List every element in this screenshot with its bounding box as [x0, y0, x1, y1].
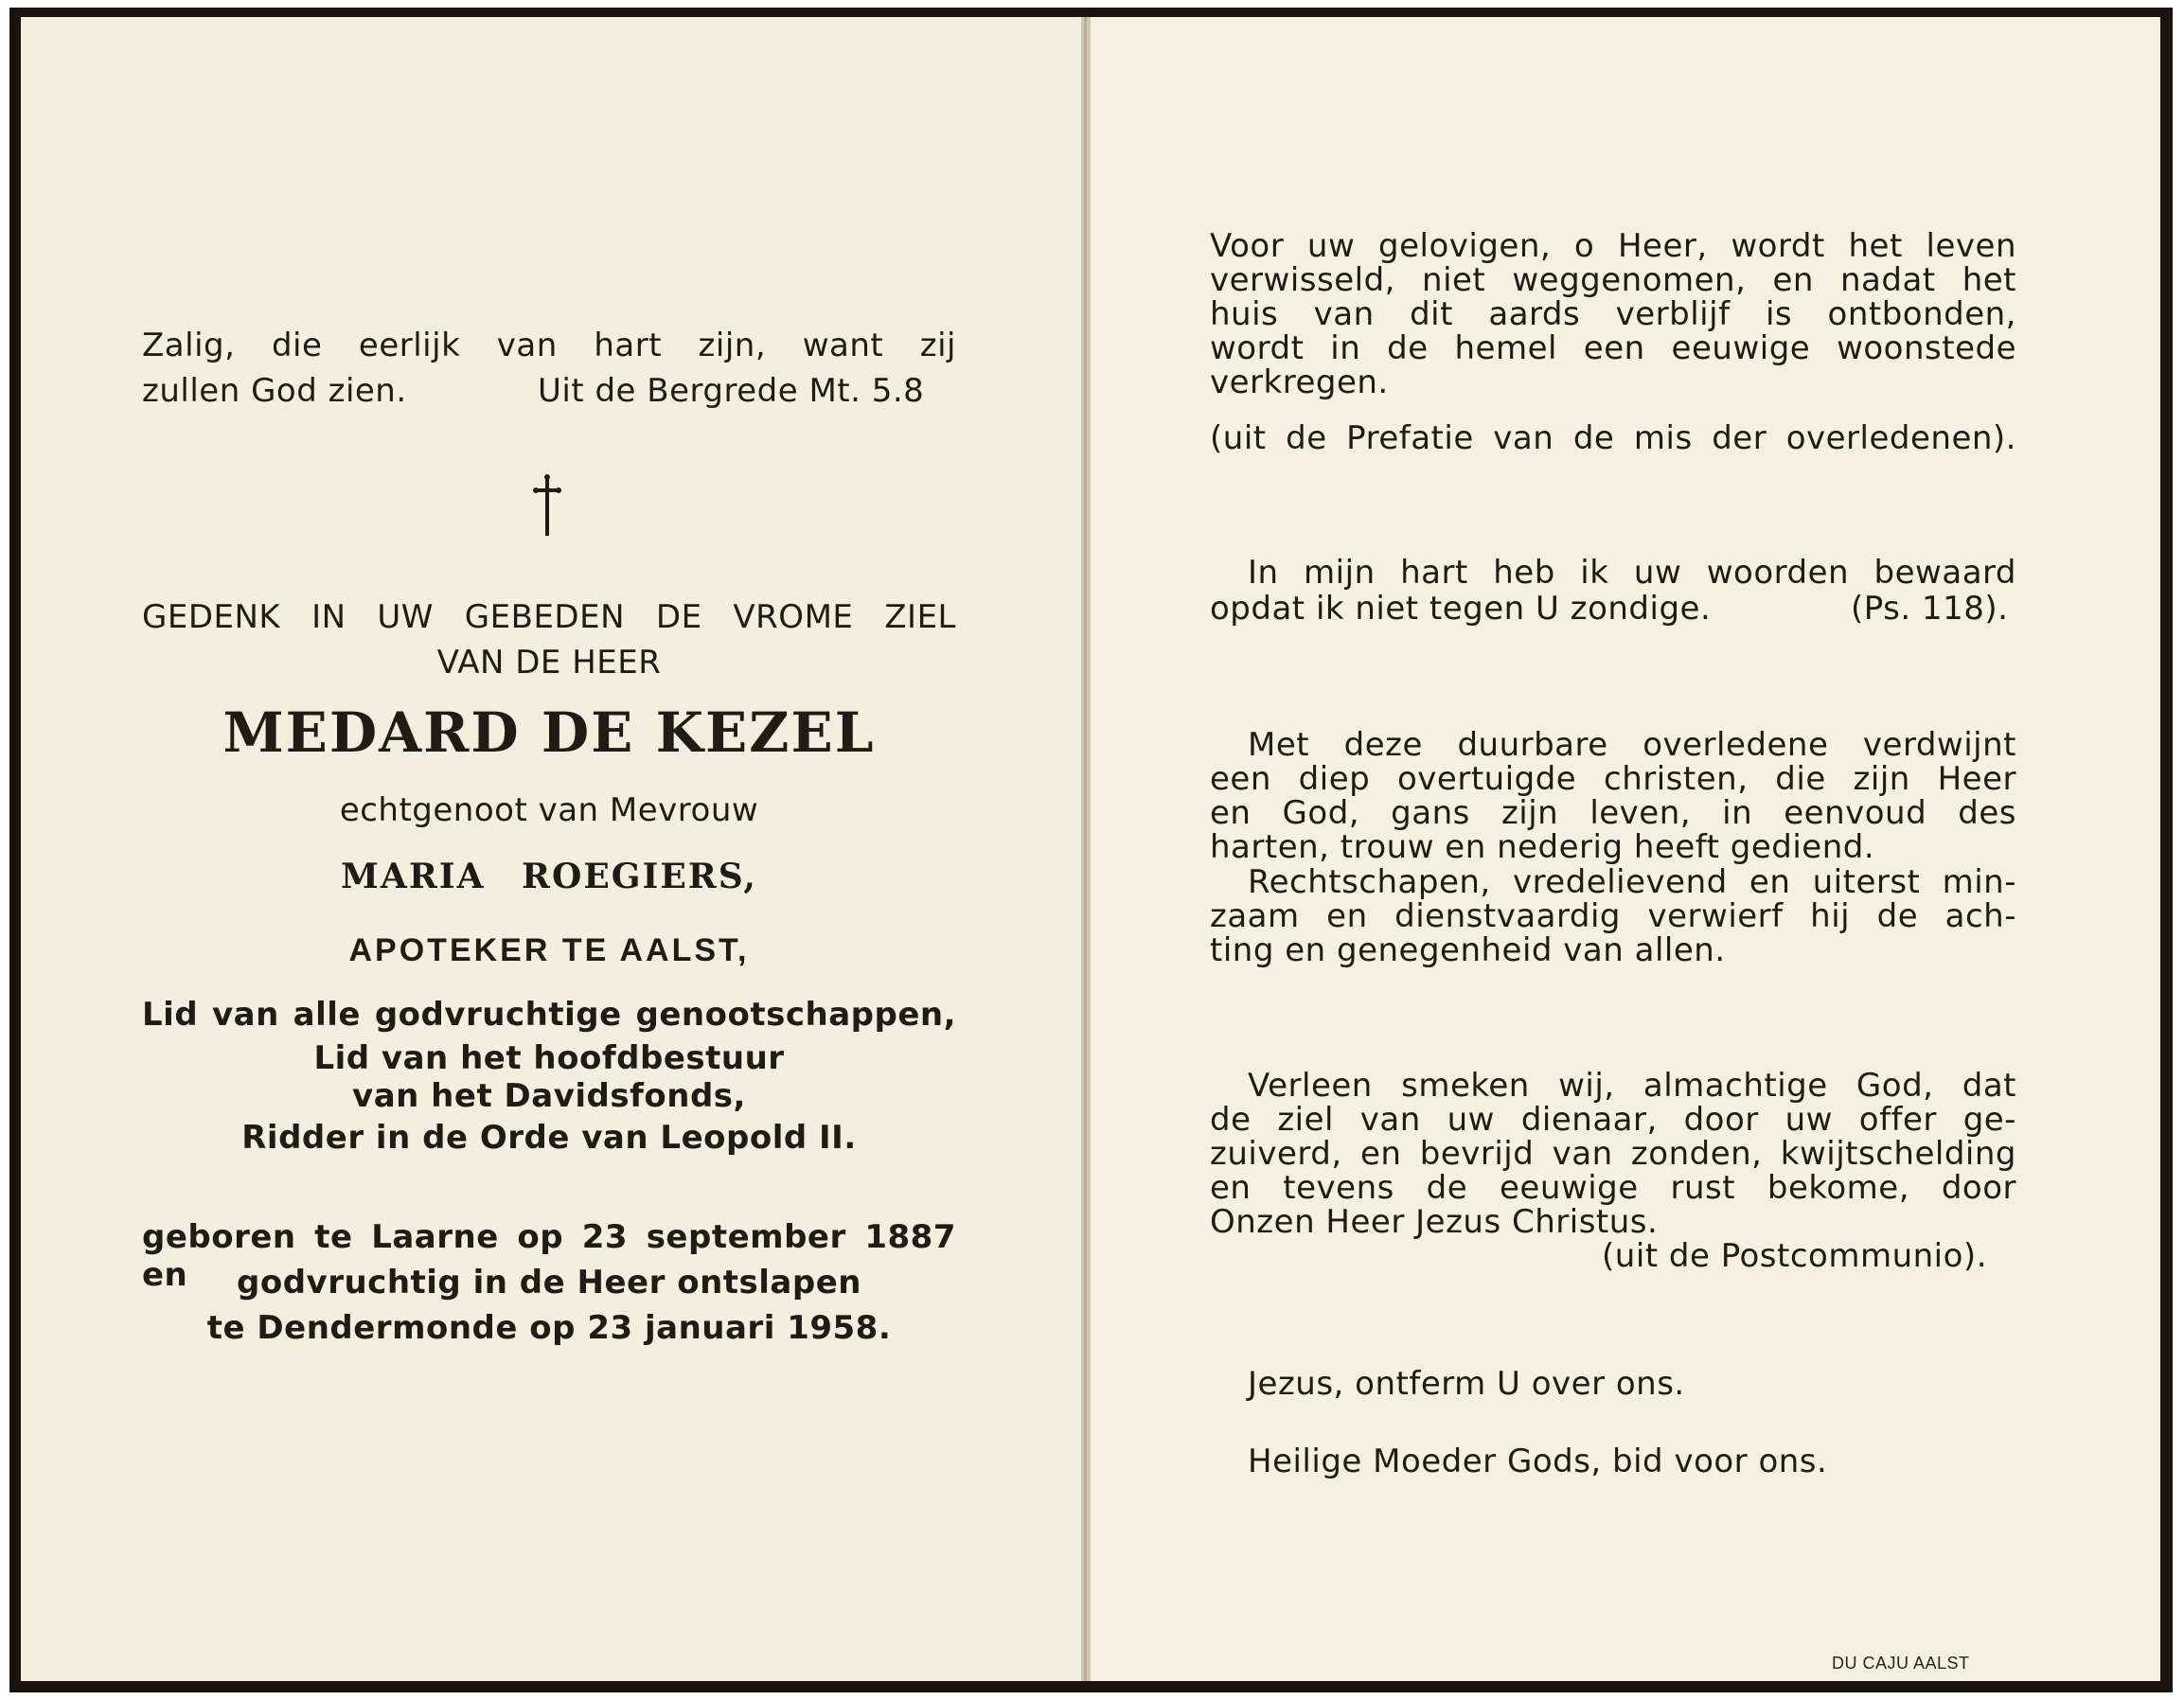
beatitude-line-2: zullen God zien. [142, 372, 407, 410]
prayer-line-3: zuiverd, en bevrijd van zonden, kwijtschelding [1210, 1135, 2016, 1173]
left-page [21, 17, 1081, 1681]
remember-line-1: GEDENK IN UW GEBEDEN DE VROME ZIEL [142, 598, 956, 636]
prayer-source: (uit de Postcommunio). [1602, 1237, 1987, 1275]
birth-line-3: te Dendermonde op 23 januari 1958. [206, 1309, 892, 1347]
prefatie-line-1: Voor uw gelovigen, o Heer, wordt het leven [1210, 227, 2016, 265]
spouse-intro: echtgenoot van Mevrouw [339, 791, 759, 829]
spouse-name: MARIA ROEGIERS, [341, 857, 757, 896]
prefatie-line-4: wordt in de hemel een eeuwige woonstede [1210, 329, 2016, 367]
tribute-line-6: zaam en dienstvaardig verwierf hij de ach- [1210, 897, 2016, 935]
printer-imprint: DU CAJU AALST [1832, 1654, 1970, 1673]
beatitude-line-1: Zalig, die eerlijk van hart zijn, want zij [142, 327, 956, 364]
membership-line-4: Ridder in de Orde van Leopold II. [241, 1119, 857, 1157]
birth-line-2: godvruchtig in de Heer ontslapen [237, 1264, 861, 1302]
prefatie-line-5: verkregen. [1210, 363, 1389, 401]
tribute-line-4: harten, trouw en nederig heeft gediend. [1210, 828, 1875, 866]
tribute-line-5: Rechtschapen, vredelievend en uiterst min- [1248, 863, 2016, 901]
invocation-1: Jezus, ontferm U over ons. [1248, 1365, 1685, 1403]
beatitude-source: Uit de Bergrede Mt. 5.8 [538, 372, 925, 410]
psalm-line-1: In mijn hart heb ik uw woorden bewaard [1248, 554, 2016, 592]
prefatie-line-3: huis van dit aards verblijf is ontbonden, [1210, 295, 2016, 333]
cross-icon [528, 473, 566, 538]
prayer-line-4: en tevens de eeuwige rust bekome, door [1210, 1169, 2016, 1207]
membership-line-1: Lid van alle godvruchtige genootschappen, [142, 996, 956, 1034]
profession: APOTEKER TE AALST, [348, 932, 750, 968]
prefatie-source: (uit de Prefatie van de mis der overledenen). [1210, 419, 2016, 457]
prayer-line-5: Onzen Heer Jezus Christus. [1210, 1203, 1659, 1241]
psalm-source: (Ps. 118). [1851, 590, 2009, 628]
invocation-2: Heilige Moeder Gods, bid voor ons. [1248, 1443, 1828, 1480]
prayer-line-2: de ziel van uw dienaar, door uw offer ge- [1210, 1101, 2016, 1139]
tribute-line-7: ting en genegenheid van allen. [1210, 931, 1726, 969]
birth-line-1: geboren te Laarne op 23 september 1887 en [142, 1218, 956, 1294]
psalm-line-2: opdat ik niet tegen U zondige. [1210, 590, 1712, 628]
tribute-line-1: Met deze duurbare overledene verdwijnt [1248, 726, 2016, 764]
prefatie-line-2: verwisseld, niet weggenomen, en nadat het [1210, 261, 2016, 299]
membership-line-2: Lid van het hoofdbestuur [313, 1039, 785, 1077]
card-fold [1081, 17, 1091, 1681]
tribute-line-2: een diep overtuigde christen, die zijn Heer [1210, 760, 2016, 798]
prayer-line-1: Verleen smeken wij, almachtige God, dat [1248, 1067, 2016, 1105]
remember-line-2: VAN DE HEER [436, 644, 662, 682]
membership-line-3: van het Davidsfonds, [352, 1077, 746, 1115]
tribute-line-3: en God, gans zijn leven, in eenvoud des [1210, 794, 2016, 832]
deceased-name: MEDARD DE KEZEL [222, 700, 876, 765]
